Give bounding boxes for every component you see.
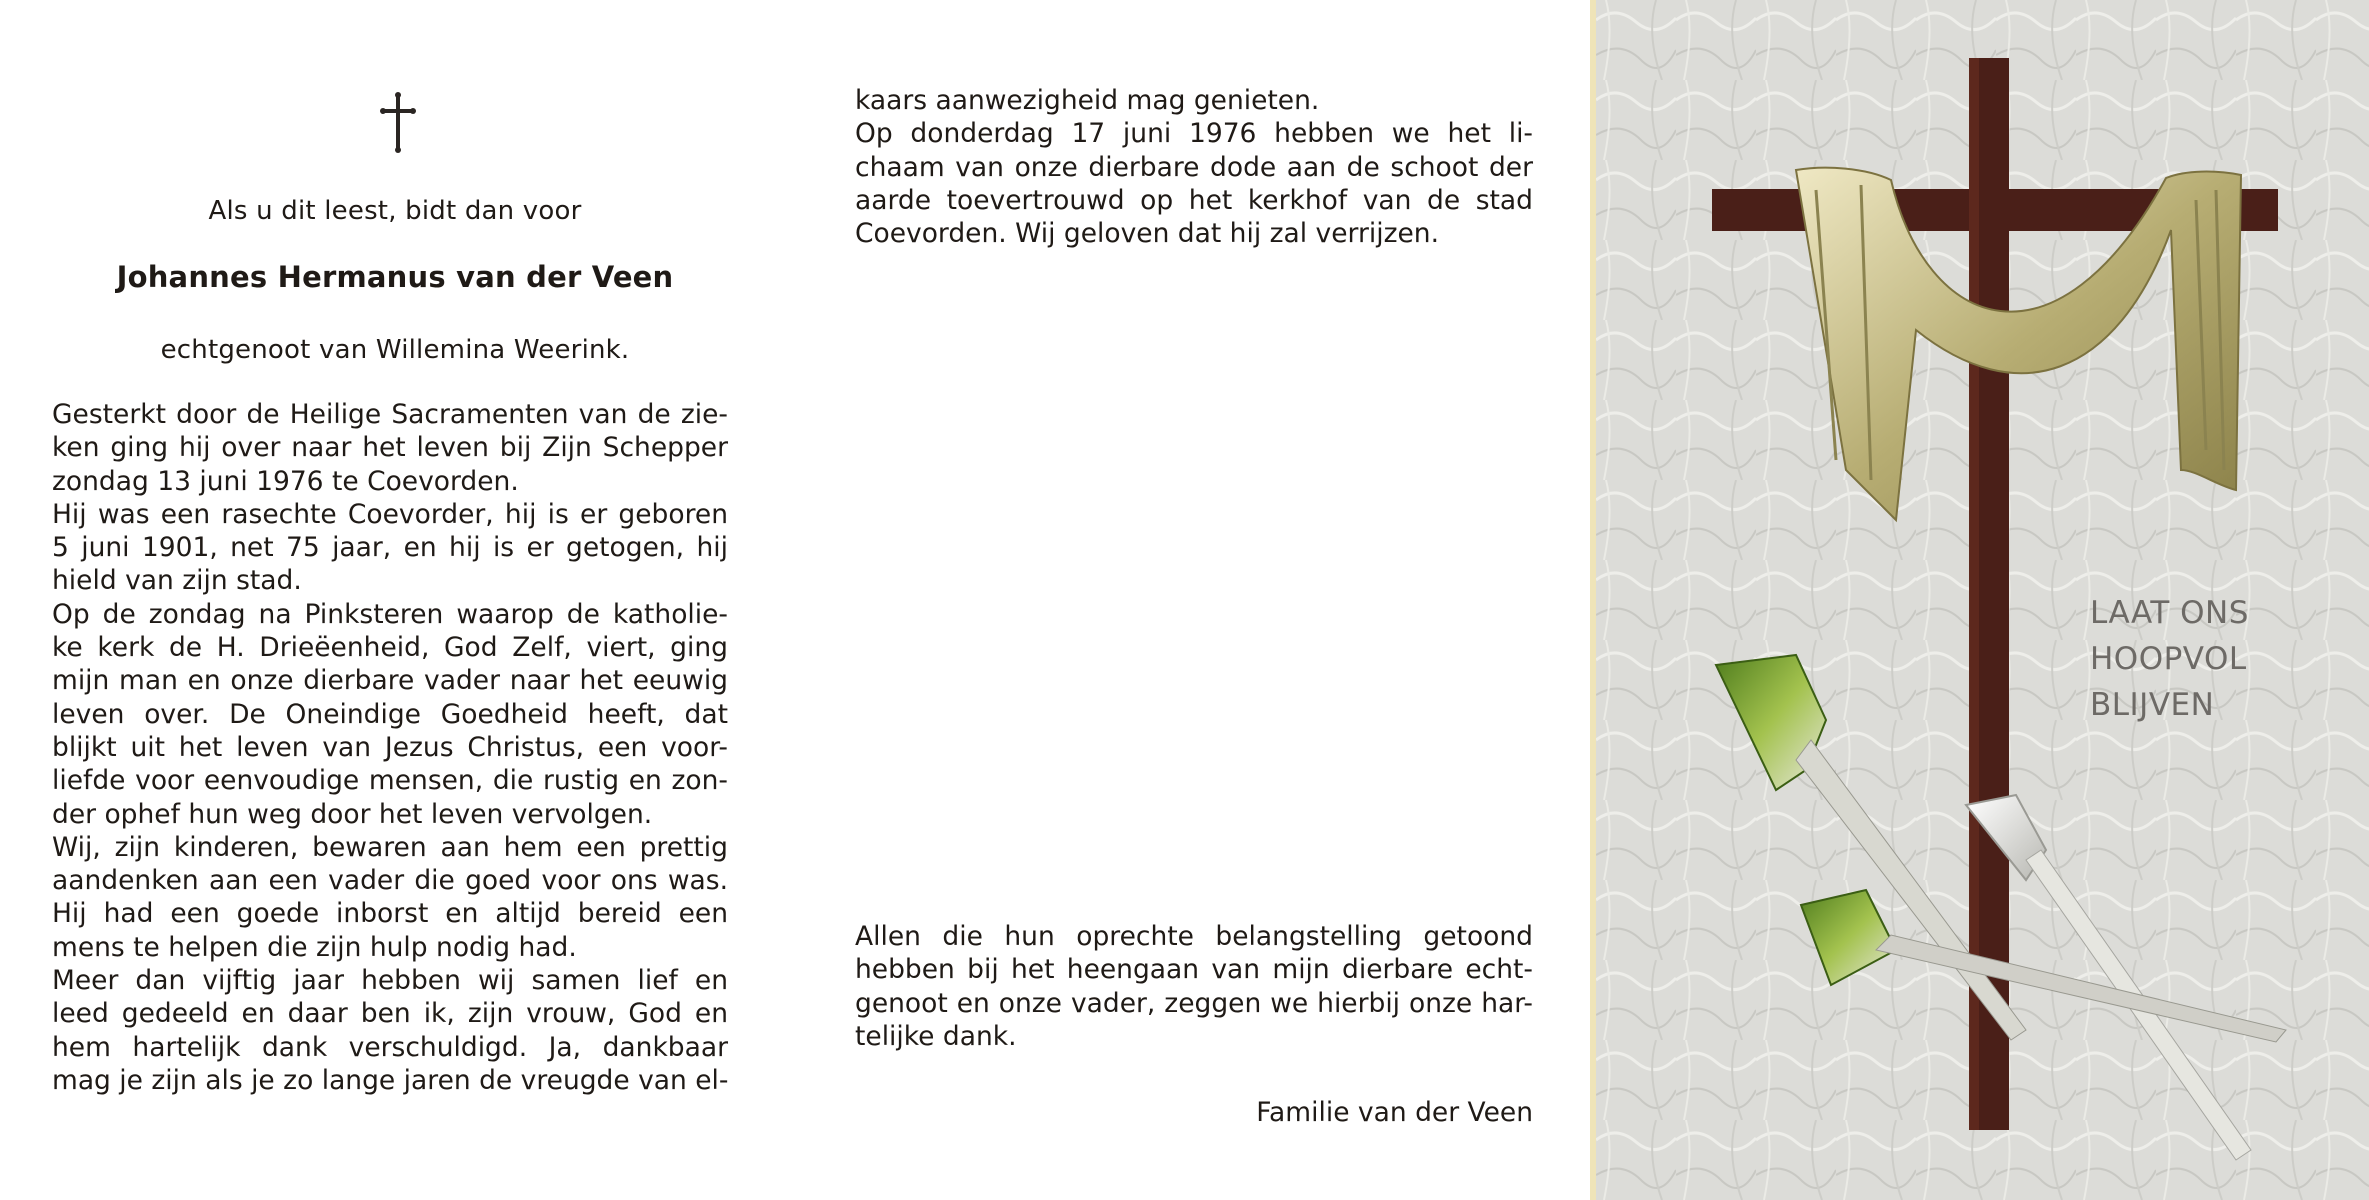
text-line: mens te helpen die zijn hulp nodig had.	[52, 931, 577, 963]
text-line: der ophef hun weg door het leven vervolgen.	[52, 798, 653, 830]
intro-line: Als u dit leest, bidt dan voor	[208, 196, 582, 226]
cross-icon	[380, 92, 416, 154]
text-line: aandenken aan een vader die goed voor ons was.	[52, 865, 728, 897]
text-line: Coevorden. Wij geloven dat hij zal verrijzen.	[855, 218, 1440, 250]
text-line: hem hartelijk dank verschuldigd. Ja, dankbaar	[52, 1031, 728, 1063]
illustration-svg	[1596, 0, 2369, 1200]
text-line: hebben bij het heengaan van mijn dierbare echt-	[855, 954, 1533, 986]
signature: Familie van der Veen	[1256, 1097, 1533, 1128]
text-line: telijke dank.	[855, 1020, 1017, 1052]
obituary-text-left	[52, 398, 728, 1097]
text-line: Gesterkt door de Heilige Sacramenten van de zie-	[52, 399, 728, 430]
cover-illustration	[1596, 0, 2369, 1200]
text-line: kaars aanwezigheid mag genieten.	[855, 85, 1320, 116]
motto-line-3: BLIJVEN	[2090, 687, 2215, 723]
text-line: Op de zondag na Pinksteren waarop de katholie-	[52, 598, 728, 630]
text-line: 5 juni 1901, net 75 jaar, en hij is er getogen, hij	[52, 532, 728, 564]
spouse-line: echtgenoot van Willemina Weerink.	[160, 335, 630, 365]
text-line: Meer dan vijftig jaar hebben wij samen lief en	[52, 965, 728, 997]
text-line: leed gedeeld en daar ben ik, zijn vrouw, God en	[52, 998, 728, 1030]
text-line: hield van zijn stad.	[52, 565, 302, 597]
text-line: Wij, zijn kinderen, bewaren aan hem een prettig	[52, 831, 728, 863]
text-line: mijn man en onze dierbare vader naar het eeuwig	[52, 665, 728, 697]
text-line: Hij was een rasechte Coevorder, hij is er geboren	[52, 498, 728, 530]
text-line: ke kerk de H. Drieëenheid, God Zelf, viert, ging	[52, 632, 728, 664]
text-line: Op donderdag 17 juni 1976 hebben we het li-	[855, 118, 1533, 150]
text-line: genoot en onze vader, zeggen we hierbij onze har-	[855, 987, 1533, 1019]
text-line: chaam van onze dierbare dode aan de schoot der	[855, 151, 1533, 183]
text-line: aarde toevertrouwd op het kerkhof van de stad	[855, 184, 1533, 216]
text-line: blijkt uit het leven van Jezus Christus, een voor-	[52, 731, 728, 763]
text-line: Hij had een goede inborst en altijd bereid een	[52, 898, 728, 930]
deceased-name: Johannes Hermanus van der Veen	[116, 260, 674, 294]
text-line: leven over. De Oneindige Goedheid heeft, dat	[52, 698, 728, 730]
text-line: zondag 13 juni 1976 te Coevorden.	[52, 465, 519, 497]
motto	[2090, 590, 2249, 728]
thank-you-text	[855, 920, 1533, 1053]
text-line: liefde voor eenvoudige mensen, die rustig en zon-	[52, 765, 728, 797]
obituary-text-middle	[855, 84, 1533, 250]
motto-line-2: HOOPVOL	[2090, 641, 2247, 677]
text-line: Allen die hun oprechte belangstelling getoond	[855, 921, 1533, 952]
text-line: ken ging hij over naar het leven bij Zijn Schepper	[52, 432, 728, 464]
text-line: mag je zijn als je zo lange jaren de vreugde van el-	[52, 1064, 729, 1096]
motto-line-1: LAAT ONS	[2090, 595, 2249, 631]
